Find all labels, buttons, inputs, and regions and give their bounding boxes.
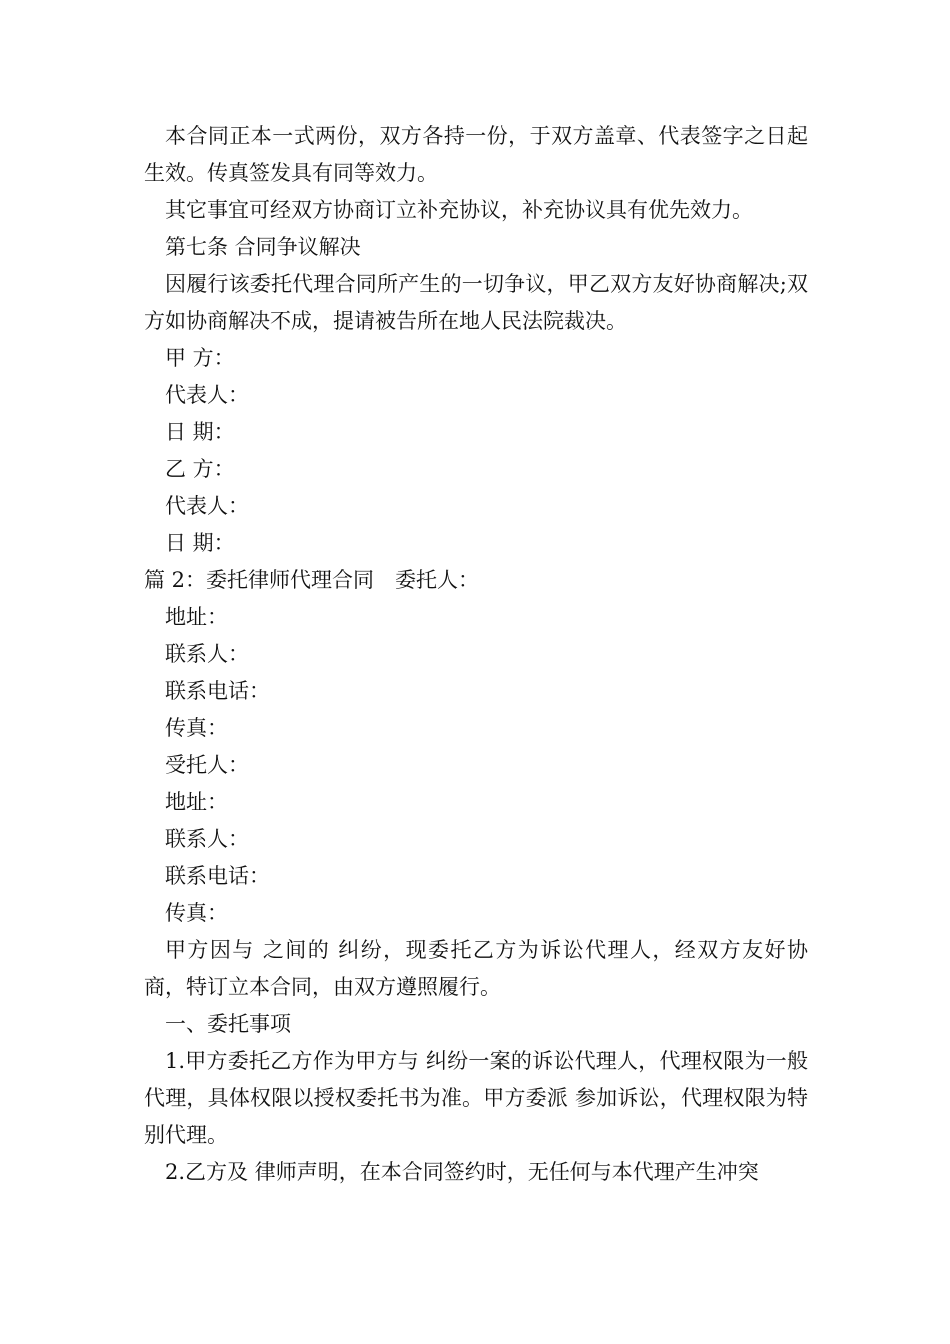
paragraph: 其它事宜可经双方协商订立补充协议，补充协议具有优先效力。 — [165, 198, 753, 222]
paragraph: 传真： — [165, 716, 228, 740]
paragraph: 一、委托事项 — [165, 1012, 291, 1036]
paragraph: 甲 方： — [165, 346, 235, 370]
paragraph: 乙 方： — [165, 457, 235, 481]
paragraph: 第七条 合同争议解决 — [165, 235, 361, 259]
paragraph: 地址： — [165, 605, 228, 629]
paragraph: 联系电话： — [165, 864, 270, 888]
paragraph: 联系人： — [165, 642, 249, 666]
paragraph: 代表人： — [165, 383, 249, 407]
paragraph: 受托人： — [165, 753, 249, 777]
document-body — [144, 118, 808, 1191]
paragraph: 日 期： — [165, 420, 235, 444]
paragraph: 地址： — [165, 790, 228, 814]
paragraph: 因履行该委托代理合同所产生的一切争议，甲乙双方友好协商解决;双方如协商解决不成，提请被告所在地人民法院裁决。 — [144, 272, 808, 333]
paragraph: 1.甲方委托乙方作为甲方与 纠纷一案的诉讼代理人，代理权限为一般代理，具体权限以授权委托书为准。甲方委派 参加诉讼，代理权限为特别代理。 — [144, 1049, 808, 1147]
paragraph: 代表人： — [165, 494, 249, 518]
paragraph: 日 期： — [165, 531, 235, 555]
paragraph: 篇 2：委托律师代理合同 委托人： — [144, 568, 480, 592]
paragraph: 本合同正本一式两份，双方各持一份，于双方盖章、代表签字之日起生效。传真签发具有同等效力。 — [144, 124, 808, 185]
paragraph: 联系人： — [165, 827, 249, 851]
paragraph: 联系电话： — [165, 679, 270, 703]
paragraph: 传真： — [165, 901, 228, 925]
paragraph: 甲方因与 之间的 纠纷，现委托乙方为诉讼代理人，经双方友好协商，特订立本合同，由双方遵照履行。 — [144, 938, 808, 999]
paragraph: 2.乙方及 律师声明，在本合同签约时，无任何与本代理产生冲突 — [165, 1160, 759, 1184]
